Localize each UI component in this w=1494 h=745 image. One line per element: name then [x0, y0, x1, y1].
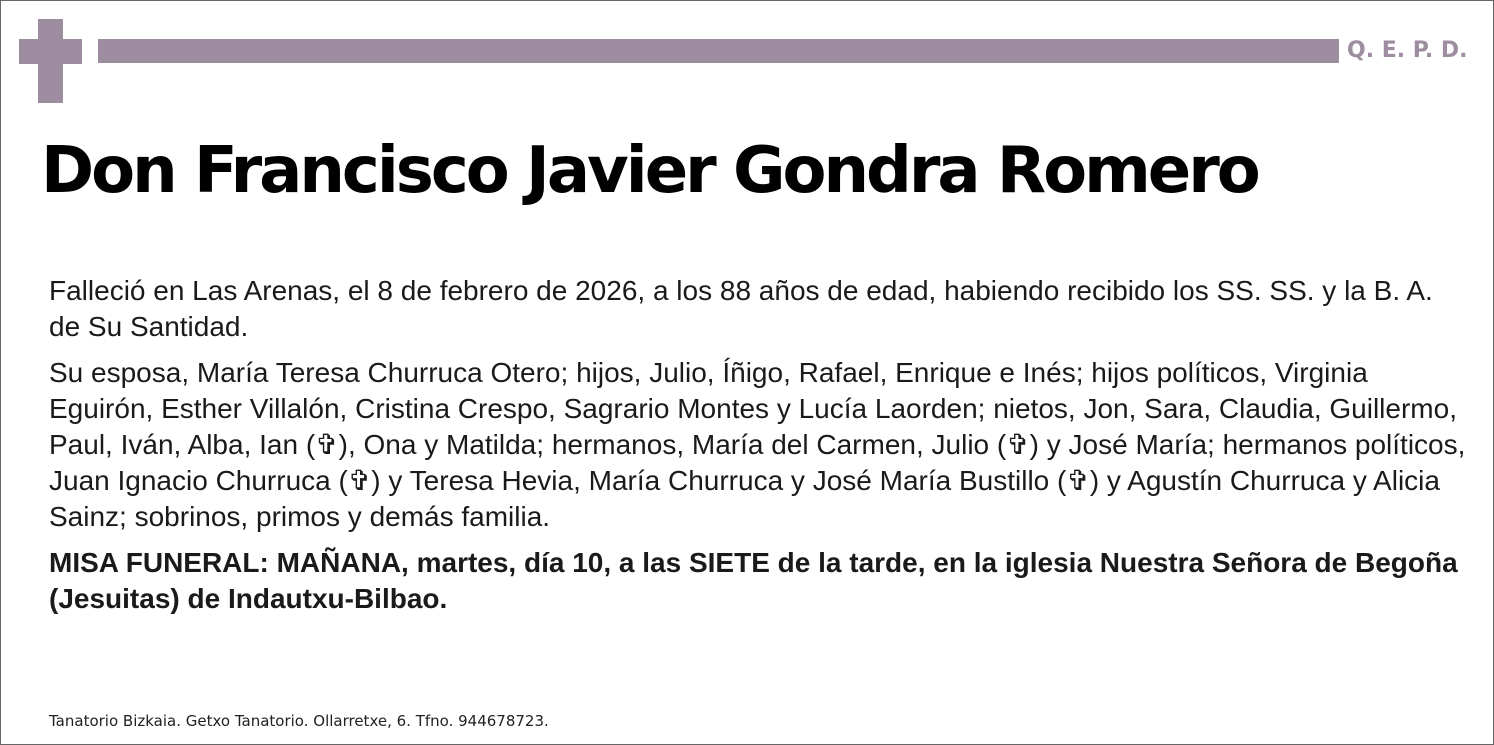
family-paragraph — [49, 355, 1469, 535]
funeral-mass-paragraph: MISA FUNERAL: MAÑANA, martes, día 10, a las SIETE de la tarde, en la iglesia Nuestra Señora de Begoña (Jesuitas) de Indautxu-Bilbao. — [49, 547, 1458, 614]
family-text-1: Su esposa, María Teresa Churruca Otero; hijos, Julio, Íñigo, Rafael, Enrique e Inés; hijos políticos, Virginia Eguirón, Esther Villalón, Cristina Crespo, Sagrario Montes y Lucía Laorden; nietos, Jon, Sara, Claudia, Guillermo, Paul, Iván, Alba, Ian — [49, 357, 1457, 460]
header-rule — [98, 39, 1339, 63]
deceased-cross-icon: (✞) — [996, 429, 1039, 460]
deceased-cross-icon: (✞) — [305, 429, 348, 460]
notice-body — [49, 273, 1469, 627]
deceased-name: Don Francisco Javier Gondra Romero — [41, 134, 1258, 208]
family-text-5: y Agustín Churruca y Alicia Sainz; sobrinos, primos y demás familia. — [49, 465, 1440, 532]
qepd-label: Q. E. P. D. — [1347, 38, 1468, 63]
death-notice-paragraph: Falleció en Las Arenas, el 8 de febrero de 2026, a los 88 años de edad, habiendo recibido los SS. SS. y la B. A. de Su Santidad. — [49, 275, 1433, 342]
funeral-home-footer: Tanatorio Bizkaia. Getxo Tanatorio. Ollarretxe, 6. Tfno. 944678723. — [49, 712, 549, 730]
cross-horizontal-bar — [19, 39, 82, 64]
deceased-cross-icon: (✞) — [1057, 465, 1100, 496]
family-text-4: y Teresa Hevia, María Churruca y José María Bustillo — [380, 465, 1058, 496]
family-text-2: , Ona y Matilda; hermanos, María del Carmen, Julio — [347, 429, 997, 460]
deceased-cross-icon: (✞) — [338, 465, 381, 496]
family-text-3: y José María; hermanos políticos, Juan Ignacio Churruca — [49, 429, 1466, 496]
latin-cross-icon — [1, 1, 2, 2]
